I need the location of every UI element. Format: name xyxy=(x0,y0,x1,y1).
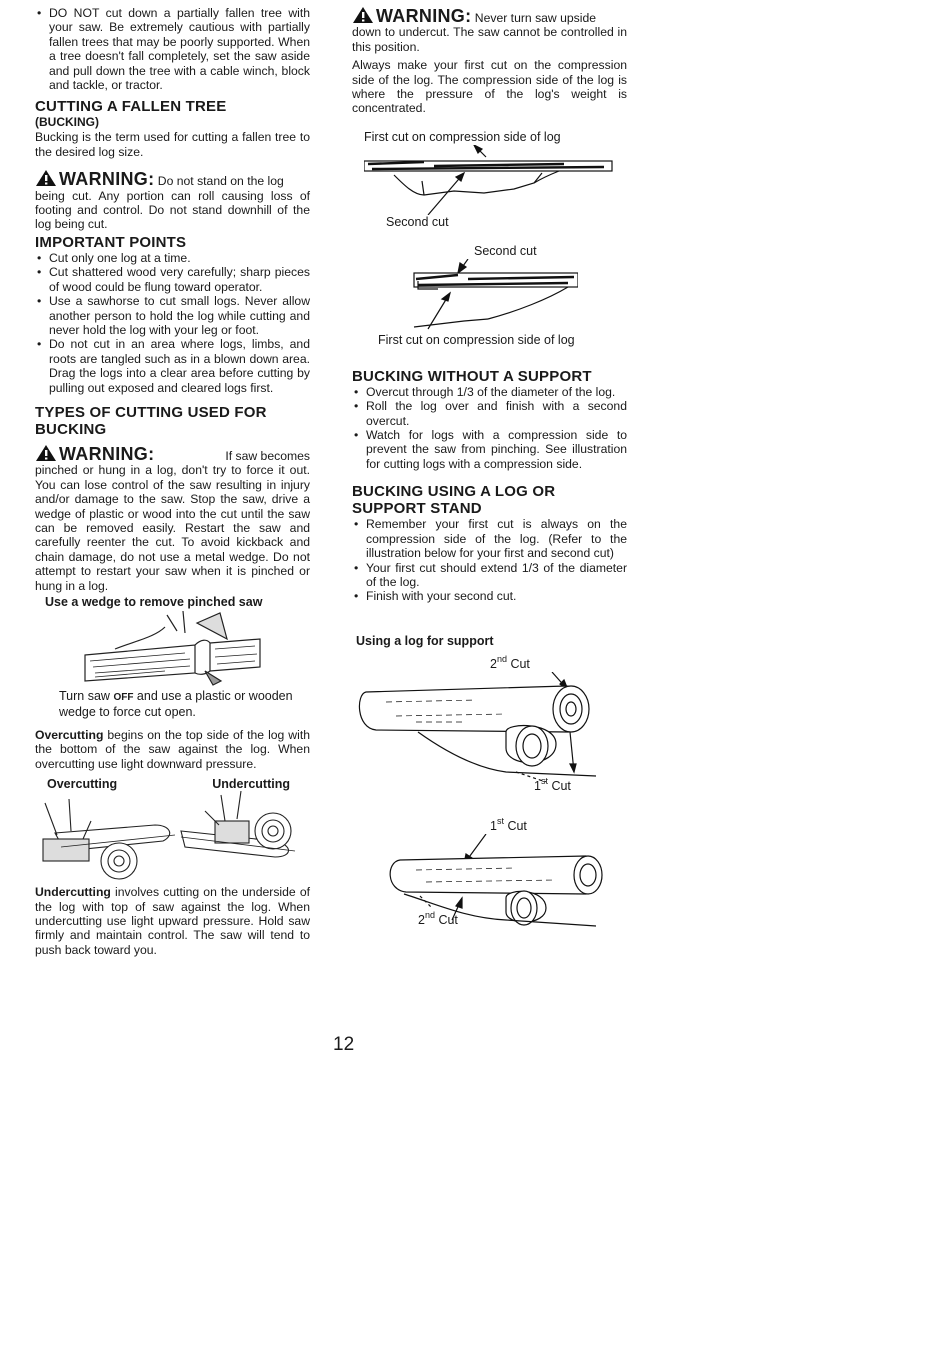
warning-icon xyxy=(35,169,57,187)
term: Overcutting xyxy=(35,728,104,742)
left-column xyxy=(35,6,310,957)
page-number: 12 xyxy=(333,1034,355,1055)
definition: begins on the top side of the log with the bottom of the saw against the log. When overcutting use light downward pressure. xyxy=(35,728,310,771)
warning-block xyxy=(352,6,627,54)
compression-figure-2 xyxy=(352,244,627,348)
cut-label xyxy=(356,814,627,834)
warning-line xyxy=(35,169,310,188)
compression-figure-1 xyxy=(352,130,627,230)
paragraph: Bucking is the term used for cutting a fallen tree to the desired log size. xyxy=(35,130,310,159)
warning-block xyxy=(35,169,310,232)
overcutting-paragraph xyxy=(35,728,310,771)
cut-ordinal: st xyxy=(496,815,504,826)
cutting-fallen-tree-section xyxy=(35,98,310,159)
warning-icon xyxy=(35,444,57,462)
important-points-section xyxy=(35,234,310,395)
off-label: OFF xyxy=(113,692,134,703)
section-heading: IMPORTANT POINTS xyxy=(35,233,187,251)
list-item: • Cut only one log at a time. xyxy=(35,251,310,265)
overcutting-illustration xyxy=(35,791,175,881)
types-of-cutting-section xyxy=(35,404,310,438)
cut-ordinal: nd xyxy=(496,653,507,664)
warning-icon xyxy=(352,6,374,24)
cutting-figures xyxy=(35,777,310,881)
figure-caption xyxy=(45,689,310,720)
warning-line xyxy=(352,6,627,25)
bucking-without-support-section xyxy=(352,368,627,471)
section-heading: TYPES OF CUTTING USED FOR BUCKING xyxy=(35,403,267,438)
list-item: • Remember your first cut is always on the compression side of the log. (Refer to the illustration below for your first and second cut) xyxy=(352,517,627,560)
log-support-illustration xyxy=(378,259,578,333)
warning-lead: Never turn saw upside xyxy=(474,11,597,25)
bucking-using-support-section xyxy=(352,483,627,603)
cut-label xyxy=(356,774,627,794)
list-item: • Cut shattered wood very carefully; sharp pieces of wood could be flung toward operator. xyxy=(35,265,310,294)
intro-list xyxy=(35,6,310,92)
list-item: • Your first cut should extend 1/3 of the diameter of the log. xyxy=(352,561,627,590)
section-heading: BUCKING USING A LOG OR SUPPORT STAND xyxy=(352,483,556,518)
wedge-illustration xyxy=(45,609,275,687)
cut-ordinal: nd xyxy=(424,909,435,920)
figure-label: Second cut xyxy=(474,243,537,258)
bucking-using-list xyxy=(352,517,627,603)
warning-label: WARNING: xyxy=(376,6,472,26)
figure-label: First cut on compression side of log xyxy=(378,332,575,347)
warning-label: WARNING: xyxy=(59,443,155,464)
list-item: • Use a sawhorse to cut small logs. Never allow another person to hold the log while cutting and never hold the log with your leg or foot. xyxy=(35,294,310,337)
right-column xyxy=(352,6,627,928)
undercutting-paragraph xyxy=(35,885,310,957)
cut-word: Cut xyxy=(438,912,458,927)
cut-number: 2 xyxy=(418,912,425,927)
caption-text: Turn saw xyxy=(59,689,110,703)
cut-ordinal: st xyxy=(540,775,548,786)
section-heading: CUTTING A FALLEN TREE xyxy=(35,98,227,116)
list-item: • Overcut through 1/3 of the diameter of the log. xyxy=(352,385,627,399)
figure-label: First cut on compression side of log xyxy=(364,129,561,144)
undercutting-label: Undercutting xyxy=(212,777,290,792)
warning-lead: If saw becomes xyxy=(225,448,310,463)
cut-label xyxy=(356,652,627,672)
section-heading: BUCKING WITHOUT A SUPPORT xyxy=(352,367,592,385)
log-support-illustration-a xyxy=(356,672,616,782)
warning-block xyxy=(35,444,310,593)
cut-number: 1 xyxy=(534,778,541,793)
term: Undercutting xyxy=(35,885,111,900)
figure-title: Using a log for support xyxy=(356,633,494,648)
cut-number: 2 xyxy=(490,656,497,671)
log-support-figure xyxy=(352,634,627,928)
list-item: • Finish with your second cut. xyxy=(352,589,627,603)
caption-text: and use a plastic or wooden wedge to force cut open. xyxy=(59,689,293,719)
section-subheading: (BUCKING) xyxy=(35,115,99,130)
warning-line xyxy=(35,444,310,463)
definition: involves cutting on the underside of the log with top of saw against the log. When undercutting use light upward pressure. Hold saw firmly and maintain control. The saw will tend to push back toward you. xyxy=(35,885,311,957)
list-item: • Roll the log over and finish with a second overcut. xyxy=(352,399,627,428)
undercutting-illustration xyxy=(175,791,310,881)
overcutting-label: Overcutting xyxy=(47,777,118,792)
warning-body: pinched or hung in a log, don't try to force it out. You can lose control of the saw resulting in injury and/or damage to the saw. Stop the saw, drive a wedge of plastic or wood into the cut until the saw can be removed easily. Restart the saw and carefully reenter the cut. To avoid kickback and chain damage, do not use a metal wedge. Do not attempt to restart your saw when it is pinched or hung in a log. xyxy=(35,463,310,593)
log-overhang-illustration xyxy=(364,145,614,215)
bucking-without-list xyxy=(352,385,627,471)
cut-word: Cut xyxy=(510,656,530,671)
list-item: • Do not cut in an area where logs, limbs, and roots are tangled such as in a blown down area. Drag the logs into a clear area before cutting by pulling out exposed and cleared logs first. xyxy=(35,337,310,395)
cut-word: Cut xyxy=(507,818,527,833)
warning-body: down to undercut. The saw cannot be controlled in this position. xyxy=(352,25,627,54)
figure-label: Second cut xyxy=(386,214,449,229)
list-item: • Watch for logs with a compression side to prevent the saw from pinching. See illustration for cutting logs with a compression side. xyxy=(352,428,627,471)
warning-body: being cut. Any portion can roll causing loss of footing and control. Do not stand downhill of the log being cut. xyxy=(35,188,310,232)
figure-title: Use a wedge to remove pinched saw xyxy=(45,595,263,609)
list-item: • DO NOT cut down a partially fallen tree with your saw. Be extremely cautious with partially fallen trees that may be poorly supported. When a tree doesn't fall completely, set the saw aside and pull down the tree with a cable winch, block and tackle, or tractor. xyxy=(35,6,310,92)
cut-word: Cut xyxy=(551,778,571,793)
important-points-list xyxy=(35,251,310,395)
warning-label: WARNING: xyxy=(59,169,155,190)
compression-paragraph: Always make your first cut on the compression side of the log. The compression side of the log is where the pressure of the log's weight is concentrated. xyxy=(352,58,627,116)
wedge-figure xyxy=(35,595,310,720)
warning-lead: Do not stand on the log xyxy=(157,174,284,189)
cut-number: 1 xyxy=(490,818,497,833)
